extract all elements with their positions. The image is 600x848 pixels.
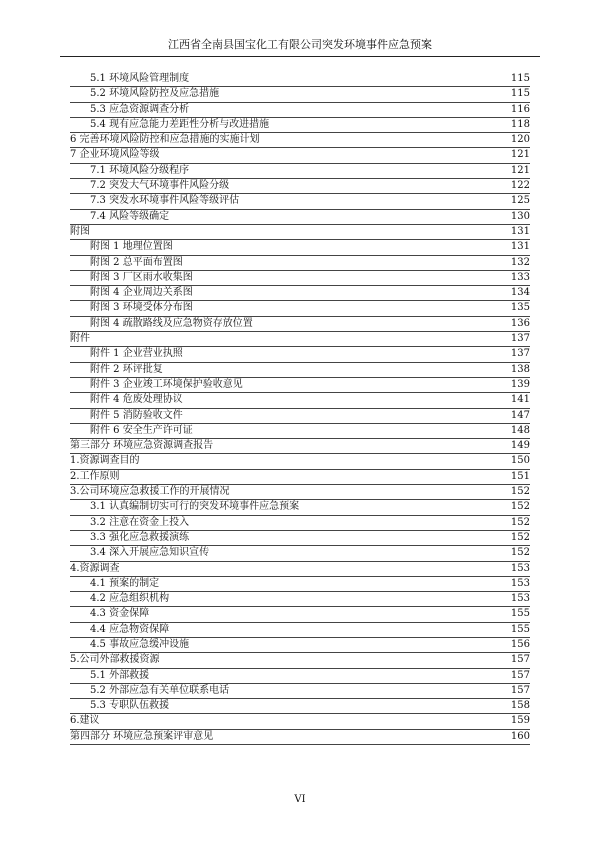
toc-entry[interactable] bbox=[70, 424, 530, 439]
toc-entry-title: 5.公司外部救援资源 bbox=[70, 654, 160, 666]
toc-entry-page: 121 bbox=[510, 149, 530, 161]
toc-entry[interactable] bbox=[70, 301, 530, 316]
toc-entry-page: 131 bbox=[510, 225, 530, 237]
toc-entry-page: 147 bbox=[510, 409, 530, 421]
toc-entry[interactable] bbox=[70, 577, 530, 592]
toc-entry-page: 158 bbox=[510, 700, 530, 712]
toc-entry-title: 第四部分 环境应急预案评审意见 bbox=[70, 730, 214, 742]
toc-entry-page: 157 bbox=[510, 684, 530, 696]
toc-entry[interactable] bbox=[70, 317, 530, 332]
toc-entry-page: 153 bbox=[510, 562, 530, 574]
toc-entry-title: 3.4 深入开展应急知识宣传 bbox=[90, 547, 210, 559]
toc-entry-title: 附图 2 总平面布置图 bbox=[90, 256, 183, 268]
toc-entry-page: 138 bbox=[510, 363, 530, 375]
toc-entry[interactable] bbox=[70, 393, 530, 408]
toc-entry-page: 131 bbox=[510, 241, 530, 253]
toc-entry-page: 157 bbox=[510, 669, 530, 681]
toc-entry-title: 4.3 资金保障 bbox=[90, 608, 150, 620]
toc-entry-page: 136 bbox=[510, 317, 530, 329]
toc-entry[interactable] bbox=[70, 638, 530, 653]
toc-entry[interactable] bbox=[70, 730, 530, 745]
toc-entry[interactable] bbox=[70, 378, 530, 393]
toc-entry[interactable] bbox=[70, 500, 530, 515]
toc-entry-title: 附件 1 企业营业执照 bbox=[90, 348, 183, 360]
toc-entry[interactable] bbox=[70, 271, 530, 286]
toc-entry[interactable] bbox=[70, 286, 530, 301]
toc-entry[interactable] bbox=[70, 87, 530, 102]
toc-entry[interactable] bbox=[70, 669, 530, 684]
toc-entry-page: 134 bbox=[510, 287, 530, 299]
toc-entry[interactable] bbox=[70, 562, 530, 577]
toc-entry[interactable] bbox=[70, 179, 530, 194]
toc-entry[interactable] bbox=[70, 225, 530, 240]
toc-entry-page: 155 bbox=[510, 623, 530, 635]
toc-entry-title: 5.1 外部救援 bbox=[90, 669, 150, 681]
toc-entry[interactable] bbox=[70, 72, 530, 87]
toc-entry-title: 5.1 环境风险管理制度 bbox=[90, 73, 190, 84]
toc-entry-page: 137 bbox=[510, 348, 530, 360]
toc-entry-title: 1.资源调查目的 bbox=[70, 455, 140, 467]
toc-entry-title: 第三部分 环境应急资源调查报告 bbox=[70, 440, 214, 452]
toc-entry-page: 148 bbox=[510, 424, 530, 436]
toc-entry-title: 4.2 应急组织机构 bbox=[90, 593, 170, 605]
toc-entry-page: 122 bbox=[510, 180, 530, 192]
toc-entry-title: 3.公司环境应急救援工作的开展情况 bbox=[70, 486, 230, 498]
toc-entry-title: 附图 bbox=[70, 225, 90, 237]
toc-entry-title: 附图 4 企业周边关系图 bbox=[90, 287, 193, 299]
toc-entry-title: 附图 1 地理位置图 bbox=[90, 241, 173, 253]
toc-entry[interactable] bbox=[70, 194, 530, 209]
toc-entry-title: 5.2 外部应急有关单位联系电话 bbox=[90, 684, 230, 696]
toc-entry[interactable] bbox=[70, 454, 530, 469]
toc-entry-page: 152 bbox=[510, 531, 530, 543]
toc-entry-title: 2.工作原则 bbox=[70, 470, 120, 482]
toc-entry-title: 附件 5 消防验收文件 bbox=[90, 409, 183, 421]
toc-entry[interactable] bbox=[70, 592, 530, 607]
toc-entry-title: 5.4 现有应急能力差距性分析与改进措施 bbox=[90, 118, 270, 130]
toc-entry-title: 附件 6 安全生产许可证 bbox=[90, 424, 193, 436]
toc-entry-title: 附图 3 厂区雨水收集图 bbox=[90, 271, 193, 283]
toc-entry-page: 160 bbox=[510, 730, 530, 742]
toc-entry-page: 152 bbox=[510, 501, 530, 513]
toc-entry[interactable] bbox=[70, 531, 530, 546]
toc-entry-title: 3.3 强化应急救援演练 bbox=[90, 531, 190, 543]
toc-entry-page: 155 bbox=[510, 608, 530, 620]
toc-entry-page: 152 bbox=[510, 547, 530, 559]
toc-entry-page: 135 bbox=[510, 302, 530, 314]
toc-entry-title: 附件 bbox=[70, 333, 90, 345]
toc-entry[interactable] bbox=[70, 485, 530, 500]
toc-entry[interactable] bbox=[70, 256, 530, 271]
toc-entry-page: 139 bbox=[510, 378, 530, 390]
toc-entry-page: 153 bbox=[510, 577, 530, 589]
toc-entry-page: 152 bbox=[510, 516, 530, 528]
toc-entry-title: 7.4 风险等级确定 bbox=[90, 210, 170, 222]
toc-entry[interactable] bbox=[70, 347, 530, 362]
table-of-contents bbox=[70, 72, 530, 745]
toc-entry[interactable] bbox=[70, 210, 530, 225]
toc-entry-page: 153 bbox=[510, 593, 530, 605]
toc-entry-title: 5.3 应急资源调查分析 bbox=[90, 103, 190, 115]
toc-entry-title: 5.2 环境风险防控及应急措施 bbox=[90, 88, 220, 100]
header-title: 江西省全南县国宝化工有限公司突发环境事件应急预案 bbox=[168, 38, 432, 51]
toc-entry[interactable] bbox=[70, 470, 530, 485]
page-number: VI bbox=[294, 794, 306, 805]
toc-entry-page: 116 bbox=[510, 103, 530, 115]
toc-entry[interactable] bbox=[70, 439, 530, 454]
toc-entry-page: 156 bbox=[510, 638, 530, 650]
toc-entry-page: 133 bbox=[510, 271, 530, 283]
toc-entry-title: 7.3 突发水环境事件风险等级评估 bbox=[90, 195, 240, 207]
toc-entry-title: 附件 4 危废处理协议 bbox=[90, 394, 183, 406]
toc-entry-title: 7.1 环境风险分级程序 bbox=[90, 164, 190, 176]
toc-entry-page: 132 bbox=[510, 256, 530, 268]
toc-entry[interactable] bbox=[70, 714, 530, 729]
toc-entry[interactable] bbox=[70, 148, 530, 163]
toc-entry[interactable] bbox=[70, 332, 530, 347]
toc-entry-title: 7 企业环境风险等级 bbox=[70, 149, 160, 161]
toc-entry-page: 115 bbox=[510, 88, 530, 100]
toc-entry-page: 157 bbox=[510, 654, 530, 666]
toc-entry-title: 6.建议 bbox=[70, 715, 100, 727]
toc-entry[interactable] bbox=[70, 607, 530, 622]
toc-entry-page: 137 bbox=[510, 333, 530, 345]
toc-entry[interactable] bbox=[70, 164, 530, 179]
toc-entry[interactable] bbox=[70, 103, 530, 118]
toc-entry-title: 附件 2 环评批复 bbox=[90, 363, 163, 375]
toc-entry-title: 附图 4 疏散路线及应急物资存放位置 bbox=[90, 317, 253, 329]
toc-entry-page: 150 bbox=[510, 455, 530, 467]
toc-entry-page: 125 bbox=[510, 195, 530, 207]
toc-entry-page: 121 bbox=[510, 164, 530, 176]
toc-entry[interactable] bbox=[70, 118, 530, 133]
toc-entry[interactable] bbox=[70, 133, 530, 148]
toc-entry-title: 4.5 事故应急缓冲设施 bbox=[90, 638, 190, 650]
toc-entry-title: 5.3 专职队伍救援 bbox=[90, 700, 170, 712]
toc-entry-page: 141 bbox=[510, 394, 530, 406]
toc-entry-title: 4.4 应急物资保障 bbox=[90, 623, 170, 635]
toc-entry-page: 115 bbox=[510, 73, 530, 84]
toc-entry-title: 3.2 注意在资金上投入 bbox=[90, 516, 190, 528]
toc-entry-page: 130 bbox=[510, 210, 530, 222]
toc-entry-page: 159 bbox=[510, 715, 530, 727]
toc-entry-page: 151 bbox=[510, 470, 530, 482]
toc-entry-page: 149 bbox=[510, 440, 530, 452]
toc-entry[interactable] bbox=[70, 516, 530, 531]
toc-entry[interactable] bbox=[70, 653, 530, 668]
toc-entry[interactable] bbox=[70, 409, 530, 424]
toc-entry-page: 120 bbox=[510, 134, 530, 146]
page-footer bbox=[0, 794, 600, 805]
toc-entry[interactable] bbox=[70, 699, 530, 714]
toc-entry[interactable] bbox=[70, 684, 530, 699]
toc-entry-title: 附件 3 企业竣工环境保护验收意见 bbox=[90, 378, 243, 390]
toc-entry-title: 6 完善环境风险防控和应急措施的实施计划 bbox=[70, 134, 260, 146]
toc-entry-title: 4.1 预案的制定 bbox=[90, 577, 160, 589]
toc-entry[interactable] bbox=[70, 546, 530, 561]
toc-entry[interactable] bbox=[70, 363, 530, 378]
toc-entry-page: 118 bbox=[510, 118, 530, 130]
toc-entry-page: 152 bbox=[510, 486, 530, 498]
toc-entry[interactable] bbox=[70, 623, 530, 638]
toc-entry-title: 3.1 认真编制切实可行的突发环境事件应急预案 bbox=[90, 501, 300, 513]
toc-entry-title: 7.2 突发大气环境事件风险分级 bbox=[90, 180, 230, 192]
page-header bbox=[60, 34, 540, 57]
toc-entry[interactable] bbox=[70, 240, 530, 255]
toc-entry-title: 4.资源调查 bbox=[70, 562, 120, 574]
toc-entry-title: 附图 3 环境受体分布图 bbox=[90, 302, 193, 314]
